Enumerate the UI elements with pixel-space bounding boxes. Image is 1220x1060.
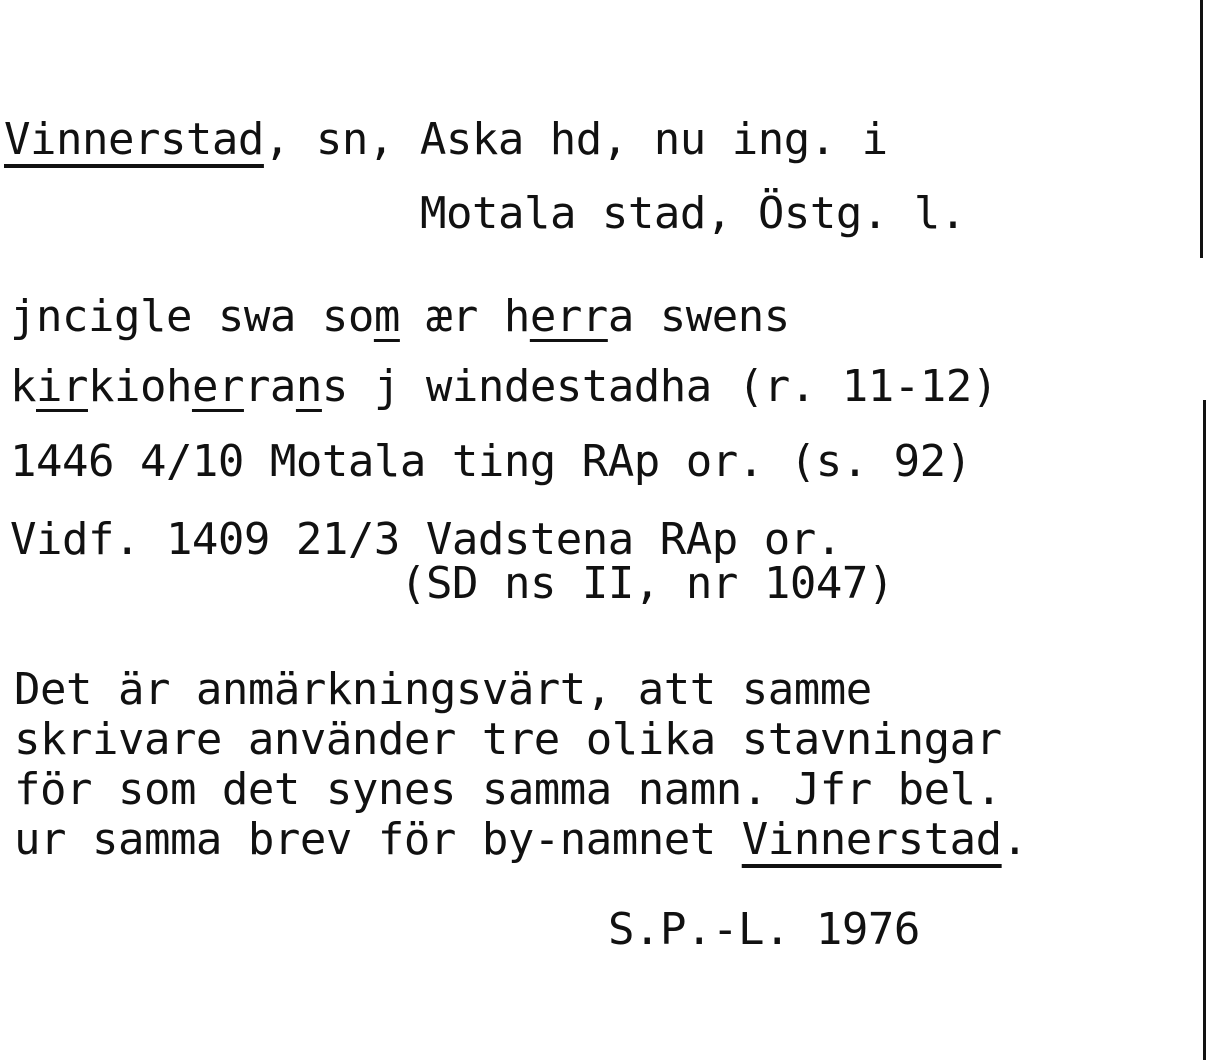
underlined-letters: n <box>295 361 322 412</box>
signature: S.P.-L. 1976 <box>608 904 920 955</box>
underlined-letters: err <box>529 291 608 342</box>
quote-text: a <box>607 291 634 342</box>
source-line-1: 1446 4/10 Motala ting RAp or. (s. 92) <box>10 436 972 487</box>
note-line-2: skrivare använder tre olika stavningar <box>14 714 1002 765</box>
underlined-letters: m <box>373 291 400 342</box>
quote-line-2 <box>10 361 998 412</box>
quote-text: k <box>10 361 36 412</box>
quote-text: kioh <box>87 361 192 412</box>
underlined-place-name: Vinnerstad <box>741 814 1002 865</box>
card-edge-line <box>1200 0 1203 258</box>
quote-line-1 <box>10 291 790 342</box>
underlined-letters: ir <box>36 361 88 412</box>
quote-text: jncigle swa so <box>10 291 374 342</box>
quote-text: s j windestadha (r. 11-12) <box>321 361 998 412</box>
note-text: ur samma brev för by-namnet <box>14 814 742 865</box>
note-line-1: Det är anmärkningsvärt, att samme <box>14 664 872 715</box>
headword: Vinnerstad <box>4 114 264 165</box>
header-line-1 <box>4 114 888 165</box>
header-location: , sn, Aska hd, nu ing. i <box>263 114 888 165</box>
note-line-4 <box>14 814 1028 865</box>
card-edge-line <box>1203 400 1206 1060</box>
quote-text: ær h <box>399 291 530 342</box>
note-line-3: för som det synes samma namn. Jfr bel. <box>14 764 1002 815</box>
note-text: . <box>1001 814 1028 865</box>
quote-text: ra <box>243 361 296 412</box>
source-line-3: (SD ns II, nr 1047) <box>400 558 894 609</box>
header-line-2: Motala stad, Östg. l. <box>420 188 966 239</box>
quote-text: swens <box>633 291 790 342</box>
source-line-2: Vidf. 1409 21/3 Vadstena RAp or. <box>10 514 842 565</box>
underlined-letters: er <box>191 361 244 412</box>
